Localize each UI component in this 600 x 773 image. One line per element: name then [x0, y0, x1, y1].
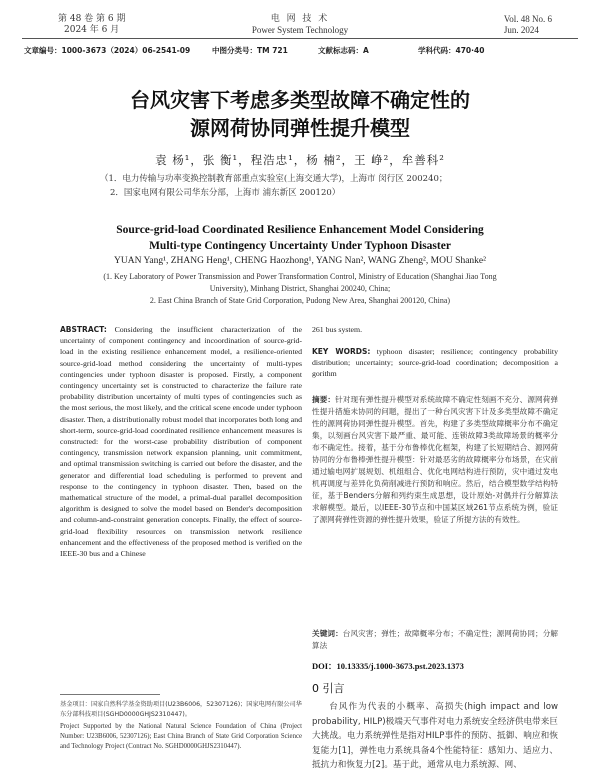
keywords-cn — [312, 628, 558, 652]
affiliation-en-2: University), Minhang District, Shanghai 200240, China; — [209, 284, 391, 293]
footnote-rule — [60, 694, 160, 695]
paper-title-cn — [0, 86, 600, 142]
title-en-line-1: Source-grid-load Coordinated Resilience Enhancement Model Considering — [116, 224, 484, 236]
abstract-en-text: Considering the insufficient characterization of the uncertainty of component contingency and incoordination of source-grid-load in the existing resilience enhancement model, a resilience-oriented source-grid-load method considering the uncertainty of multi-types contingencies under typhoon disaster is proposed. Firstly, a component contingency uncertainty set is constructed to characterize the failure rate probability distribution uncertainty of multi types of contingencies such as the most serious, the most likely, and the critical scene encode under typhoon disaster. Then, a distributionally robust model that incorporates both long and short-term, source-grid-load coordinated resilience enhancement measures is constructed: for the worst-case probability distribution of component contingency, transmission network expansion planning, unit commitment, and optimal transmission switching is carried out before the disaster, and the generator and differential load scheduling is performed to prevent and response to the contingency in typhoon disaster. Then, based on the mathematical structure of the model, a primal-dual parallel decomposition algorithm is designed to solve the model based on Bender's decomposition and column-and-constraint generation concepts. Finally, the effect of source-grid-load flexibility resources on transmission network resilience enhancement and the effectiveness of the proposed method is verified on the IEEE-30 bus and a Chinese — [60, 325, 302, 559]
journal-volume-en — [504, 14, 552, 36]
authors-cn: 袁 杨¹，张 衡¹，程浩忠¹，杨 楠²，王 峥²，牟善科² — [155, 153, 445, 167]
header-rule — [22, 38, 578, 39]
document-code: 文献标志码：A — [318, 46, 369, 55]
article-number: 文章编号：1000-3673（2024）06-2541-09 — [24, 46, 191, 55]
abstract-en-continued: 261 bus system. — [312, 325, 363, 334]
volume-en: Vol. 48 No. 6 — [503, 14, 552, 24]
affiliation-en — [30, 271, 570, 307]
keywords-en-label: KEY WORDS: — [312, 347, 371, 356]
title-cn-line-2: 源网荷协同弹性提升模型 — [190, 116, 410, 140]
affiliation-cn — [100, 172, 560, 200]
affiliation-cn-1: （1．电力传输与功率变换控制教育部重点实验室(上海交通大学)，上海市 闵行区 200240； — [100, 174, 448, 184]
issue-date: 2024 年 6 月 — [64, 25, 120, 35]
affiliation-en-3: 2. East China Branch of State Grid Corporation, Pudong New Area, Shanghai 200120, China) — [149, 296, 451, 305]
volume-issue: 第 48 卷 第 6 期 — [58, 14, 126, 24]
introduction-text: 台风作为代表的小概率、高损失(high impact and low probability, HILP)极端天气事件对电力系统安全经济供电带来巨大挑战。电力系统弹性是指对HILP事件的预防、抵御、响应和恢复能力[1]，弹性电力系统具备4个性能特征：感知力、适应力、抵抗力和恢复力[2]。基于此，通常从电力系统源、网、 — [312, 702, 558, 771]
journal-volume-issue — [58, 14, 125, 36]
keywords-en — [312, 346, 558, 380]
section-title-introduction: 0 引言 — [312, 682, 345, 695]
journal-name-cn: 电 网 技 术 — [270, 14, 330, 24]
date-en: Jun. 2024 — [503, 25, 539, 35]
abstract-en-label: ABSTRACT: — [60, 325, 107, 334]
doi: DOI：10.13335/j.1000-3673.pst.2023.1373 — [312, 661, 464, 671]
footnotes — [60, 700, 302, 752]
subject-code: 学科代码：470·40 — [418, 46, 485, 55]
keywords-en-text: typhoon disaster; resilience; contingency probability distribution; uncertainty; source-grid-load coordination; decomposition a gorithm — [312, 347, 559, 379]
abstract-cn-label: 摘要： — [312, 395, 336, 404]
title-en-line-2: Multi-type Contingency Uncertainty Under Typhoon Disaster — [149, 240, 451, 252]
affiliation-en-1: (1. Key Laboratory of Power Transmission and Power Transformation Control, Ministry of Education (Shanghai Jiao Tong — [103, 272, 497, 281]
title-cn-line-1: 台风灾害下考虑多类型故障不确定性的 — [130, 88, 470, 112]
affiliation-cn-2: 2．国家电网有限公司华东分部，上海市 浦东新区 200120） — [110, 188, 341, 198]
keywords-cn-label: 关键词： — [312, 629, 343, 638]
journal-name-en: Power System Technology — [251, 25, 349, 35]
authors-en: YUAN Yang¹, ZHANG Heng¹, CHENG Haozhong¹, YANG Nan², WANG Zheng², MOU Shanke² — [114, 256, 486, 266]
abstract-en — [60, 324, 302, 559]
abstract-cn-text: 针对现有弹性提升模型对系统故障不确定性刻画不充分、源网荷弹性提升措施未协同的问题，提出了一种台风灾害下计及多类型故障不确定性的源网荷协同弹性提升模型。首先，构建了多类型故障概率分布不确定集，以刻画台风灾害下最严重、最可能、连锁故障3类故障场景的概率分布不确定性。接着，基于分布鲁棒优化框架，构建了长短期结合、源网荷协同的分布鲁棒弹性提升模型：针对最恶劣的故障概率分布场景，在灾前通过输电网扩展规划、机组组合、优化电网结构进行预防，灾中通过发电机再调度与差异化负荷削减进行预防和响应。然后，结合模型数学结构特征，基于Benders分解和列约束生成思想，设计原始-对偶并行分解算法求解模型。最后，以IEEE-30节点和中国某区域261节点系统为例，验证了源网荷弹性资源的弹性提升效果，验证了所提方法的有效性。 — [312, 395, 559, 524]
keywords-cn-text: 台风灾害；弹性；故障概率分布；不确定性；源网荷协同；分解算法 — [312, 629, 559, 650]
clc-number: 中图分类号：TM 721 — [212, 46, 288, 55]
journal-name — [200, 14, 400, 36]
footnote-fund-en: Project Supported by the National Natural Science Foundation of China (Project Number: U23B6006, 52307126); East China Branch of State Grid Corporation Science and Technology Project (Contract No. SGHD0000GHJS2310447). — [60, 723, 302, 750]
paper-title-en — [0, 222, 600, 254]
abstract-cn — [312, 394, 558, 526]
footnote-fund-cn: 基金项目：国家自然科学基金资助项目(U23B6006，52307126)；国家电网有限公司华东分部科技项目(SGHD0000GHJS2310447)。 — [60, 701, 302, 718]
